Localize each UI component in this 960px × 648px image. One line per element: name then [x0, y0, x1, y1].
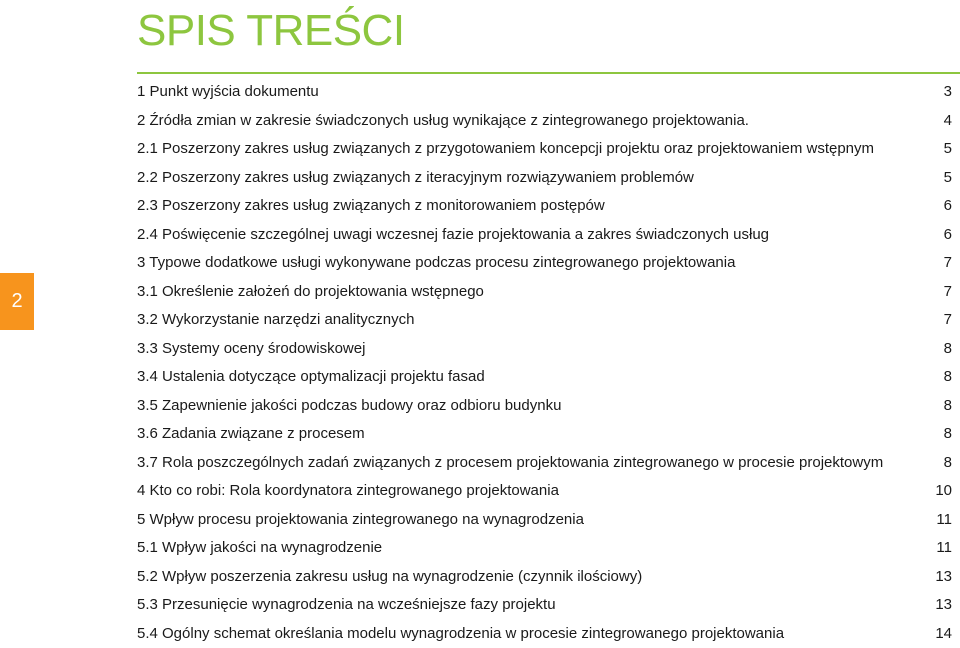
- toc-entry[interactable]: [137, 477, 952, 506]
- page-number: 2: [11, 290, 22, 313]
- toc-entry-label: 3.2 Wykorzystanie narzędzi analitycznych: [137, 306, 415, 335]
- toc-entry[interactable]: [137, 363, 952, 392]
- toc-entry-label: 4 Kto co robi: Rola koordynatora zintegrowanego projektowania: [137, 477, 559, 506]
- toc-entry[interactable]: [137, 506, 952, 535]
- toc-entry-page: 8: [944, 363, 952, 392]
- toc-entry[interactable]: [137, 164, 952, 193]
- toc-entry-page: 13: [935, 591, 952, 620]
- toc-entry-label: 3 Typowe dodatkowe usługi wykonywane podczas procesu zintegrowanego projektowania: [137, 249, 735, 278]
- toc-entry[interactable]: [137, 335, 952, 364]
- toc-entry-page: 6: [944, 192, 952, 221]
- toc-entry-page: 8: [944, 449, 952, 478]
- toc-entry-label: 5 Wpływ procesu projektowania zintegrowanego na wynagrodzenia: [137, 506, 584, 535]
- toc-entry-page: 11: [936, 534, 952, 563]
- toc-entry-label: 2.3 Poszerzony zakres usług związanych z monitorowaniem postępów: [137, 192, 605, 221]
- toc-entry-label: 5.1 Wpływ jakości na wynagrodzenie: [137, 534, 382, 563]
- toc-entry-page: 4: [944, 107, 952, 136]
- toc-entry-page: 3: [944, 78, 952, 107]
- toc-entry-label: 5.3 Przesunięcie wynagrodzenia na wcześniejsze fazy projektu: [137, 591, 556, 620]
- toc-entry[interactable]: [137, 249, 952, 278]
- toc-entry[interactable]: [137, 107, 952, 136]
- toc-entry[interactable]: [137, 278, 952, 307]
- toc-entry-page: 10: [935, 477, 952, 506]
- toc-entry[interactable]: [137, 306, 952, 335]
- toc-entry-page: 7: [944, 306, 952, 335]
- title-divider: [137, 72, 960, 74]
- toc-entry-page: 7: [944, 249, 952, 278]
- toc-entry-label: 1 Punkt wyjścia dokumentu: [137, 78, 319, 107]
- page-title: SPIS TREŚCI: [137, 6, 405, 56]
- toc-entry-label: 5.4 Ogólny schemat określania modelu wynagrodzenia w procesie zintegrowanego projektowania: [137, 620, 784, 648]
- toc-entry[interactable]: [137, 392, 952, 421]
- toc-entry-page: 11: [936, 506, 952, 535]
- toc-entry[interactable]: [137, 591, 952, 620]
- toc-entry-page: 7: [944, 278, 952, 307]
- toc-entry-label: 2 Źródła zmian w zakresie świadczonych usług wynikające z zintegrowanego projektowania.: [137, 107, 749, 136]
- toc-entry[interactable]: [137, 135, 952, 164]
- toc-entry-label: 3.5 Zapewnienie jakości podczas budowy oraz odbioru budynku: [137, 392, 561, 421]
- toc-entry-page: 8: [944, 392, 952, 421]
- toc-entry[interactable]: [137, 221, 952, 250]
- toc-entry-page: 8: [944, 335, 952, 364]
- toc-entry[interactable]: [137, 78, 952, 107]
- toc-entry-page: 5: [944, 135, 952, 164]
- toc-entry-label: 3.1 Określenie założeń do projektowania wstępnego: [137, 278, 484, 307]
- toc-entry[interactable]: [137, 534, 952, 563]
- toc-entry[interactable]: [137, 563, 952, 592]
- toc-entry[interactable]: [137, 192, 952, 221]
- toc-entry-label: 5.2 Wpływ poszerzenia zakresu usług na wynagrodzenie (czynnik ilościowy): [137, 563, 642, 592]
- toc-entry-page: 6: [944, 221, 952, 250]
- table-of-contents: [137, 78, 952, 648]
- toc-entry[interactable]: [137, 420, 952, 449]
- toc-entry-label: 3.6 Zadania związane z procesem: [137, 420, 365, 449]
- toc-entry-page: 13: [935, 563, 952, 592]
- toc-entry[interactable]: [137, 449, 952, 478]
- toc-entry-label: 2.1 Poszerzony zakres usług związanych z przygotowaniem koncepcji projektu oraz projektowaniem wstępnym: [137, 135, 874, 164]
- toc-entry-label: 3.3 Systemy oceny środowiskowej: [137, 335, 365, 364]
- page-number-tab: [0, 273, 34, 330]
- toc-entry-label: 2.4 Poświęcenie szczególnej uwagi wczesnej fazie projektowania a zakres świadczonych usług: [137, 221, 769, 250]
- toc-entry-label: 3.7 Rola poszczególnych zadań związanych z procesem projektowania zintegrowanego w procesie projektowym: [137, 449, 883, 478]
- toc-entry-label: 3.4 Ustalenia dotyczące optymalizacji projektu fasad: [137, 363, 485, 392]
- toc-entry-page: 14: [935, 620, 952, 648]
- toc-entry-page: 8: [944, 420, 952, 449]
- toc-entry-label: 2.2 Poszerzony zakres usług związanych z iteracyjnym rozwiązywaniem problemów: [137, 164, 694, 193]
- toc-entry-page: 5: [944, 164, 952, 193]
